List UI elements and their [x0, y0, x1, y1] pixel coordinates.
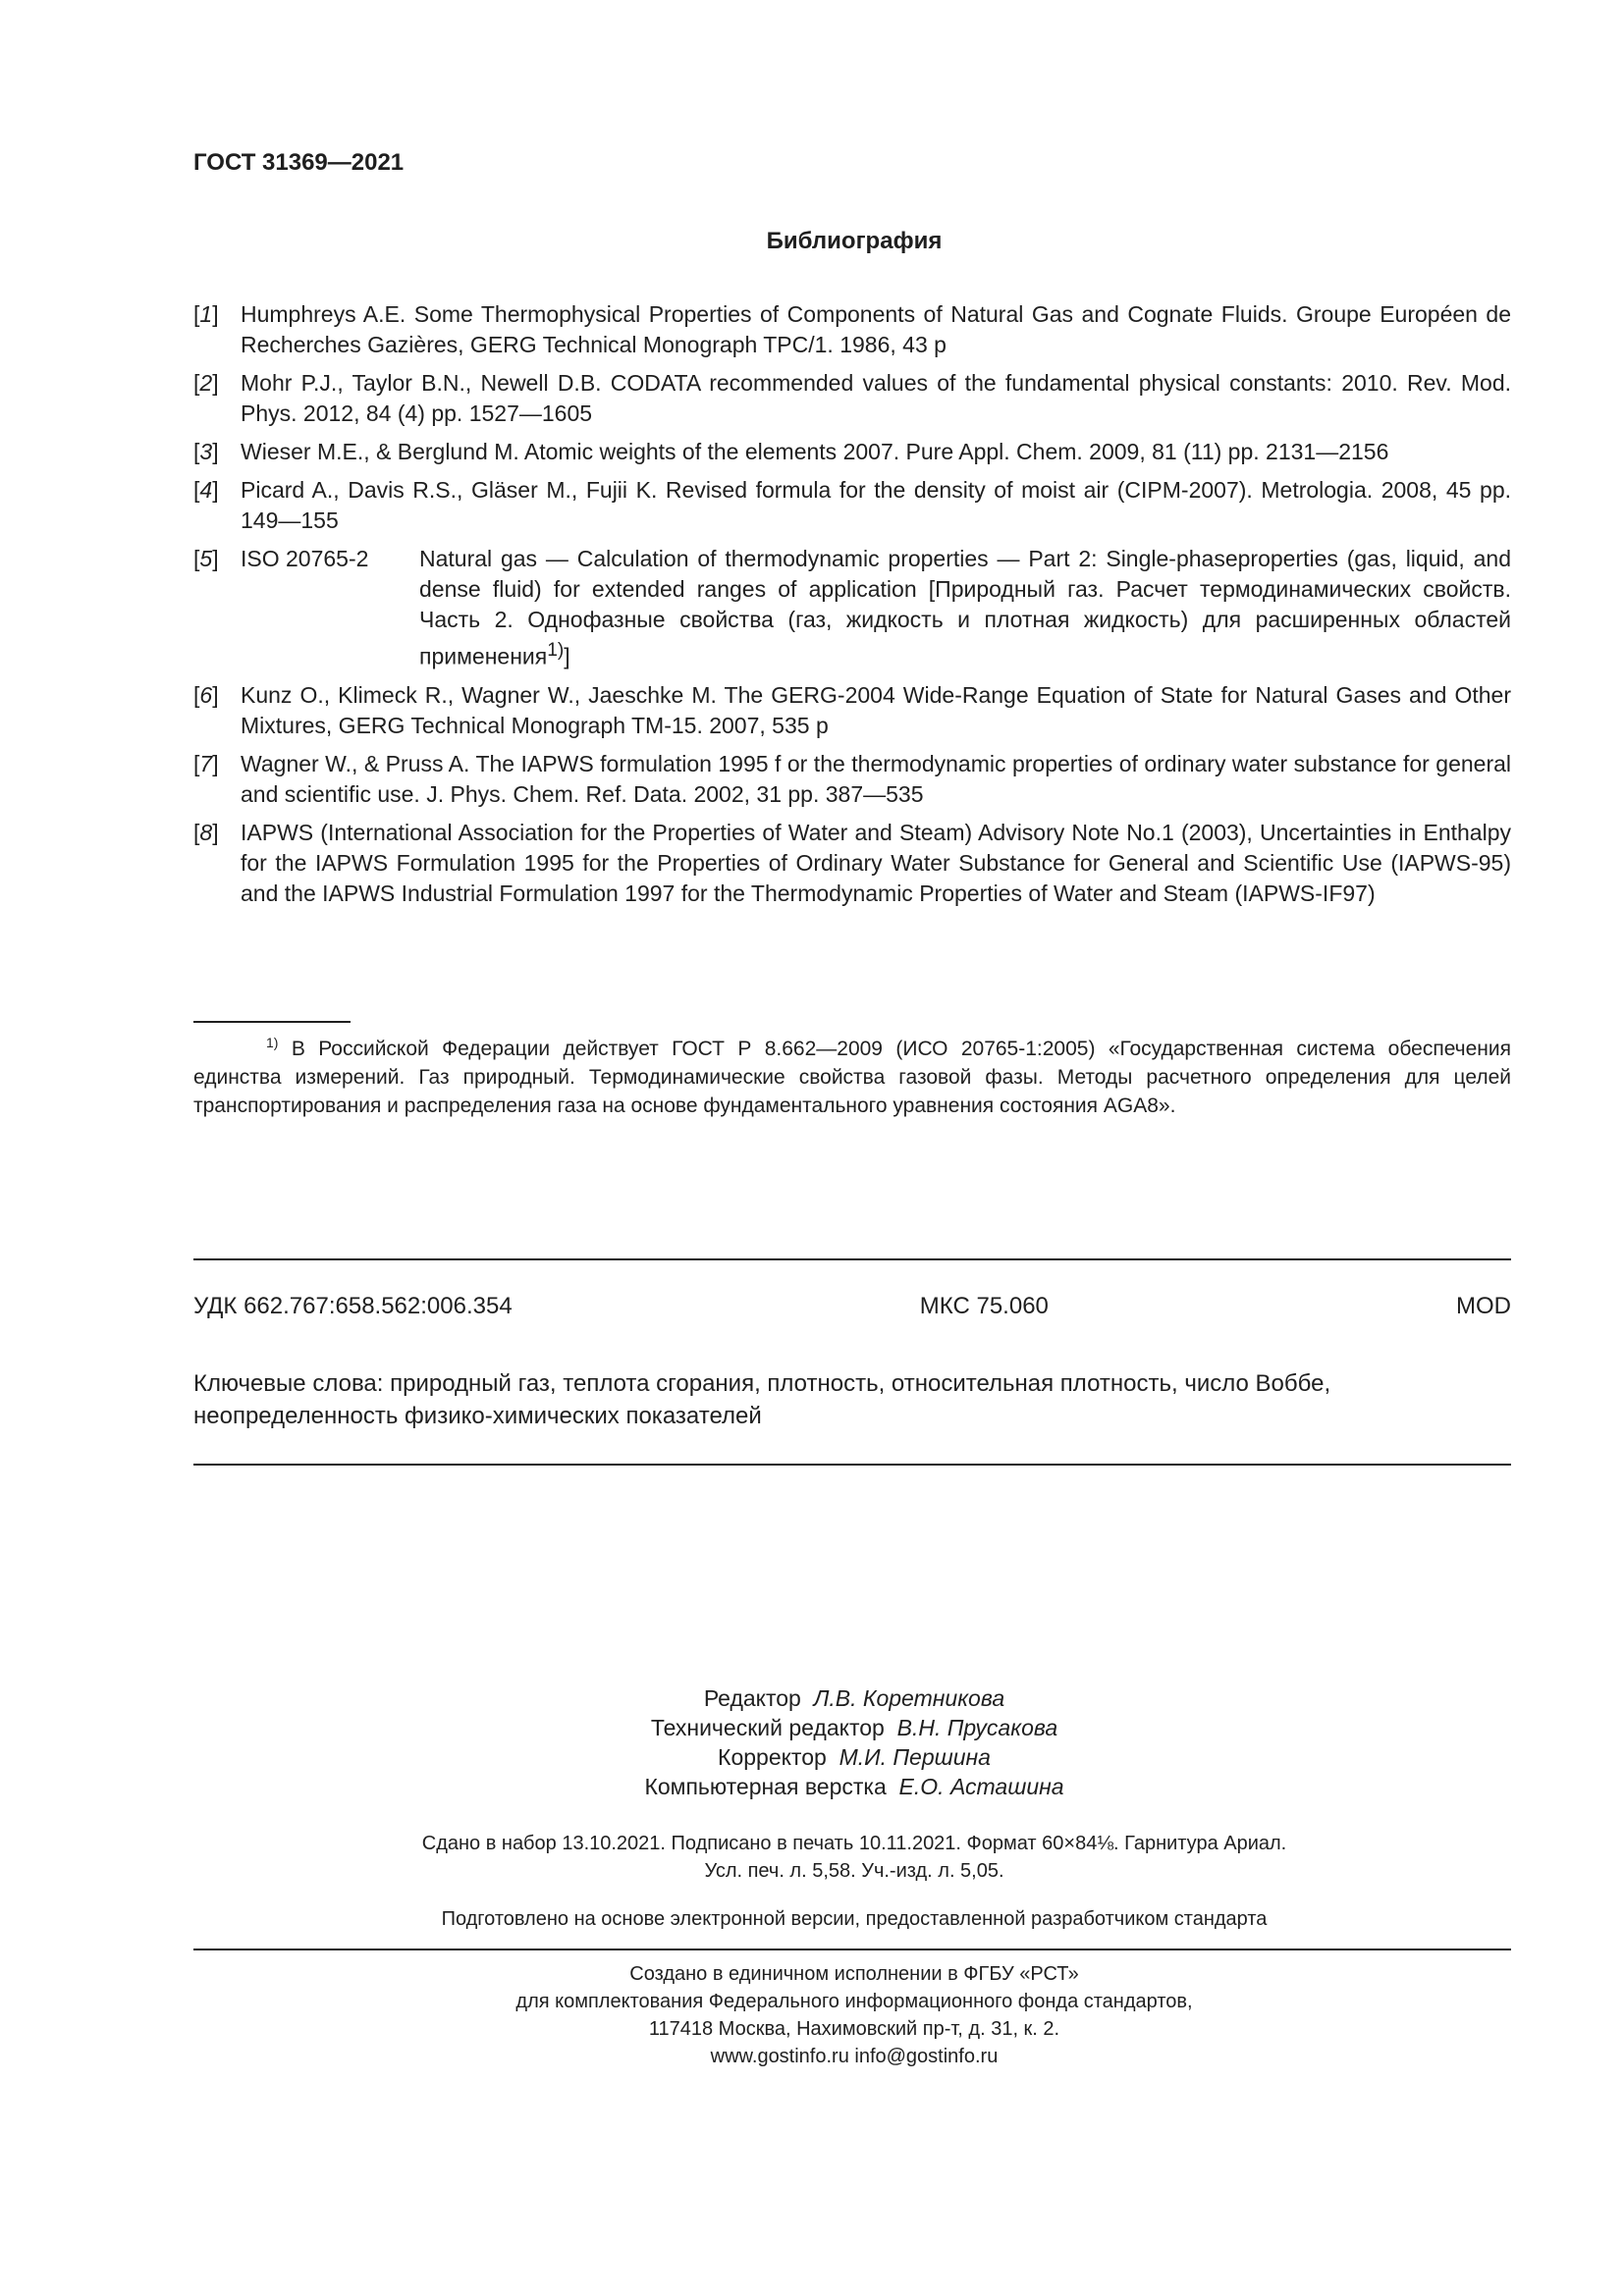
bibliography-item-text: IAPWS (International Association for the Properties of Water and Steam) Advisory Note No.1 (2003), Uncertainties in Enthalpy for the IAPWS Formulation 1995 for the Properties of Ordinary Water Substance for General and Scientific Use (IAPWS-95) and the IAPWS Industrial Formulation 1997 for the Thermodynamic Properties of Water and Steam (IAPWS-IF97): [241, 819, 1511, 906]
bibliography-title: Библиография: [766, 228, 943, 254]
bibliography-item-number: [5]: [193, 546, 219, 571]
bibliography-item-5: [193, 544, 1511, 672]
bibliography-item-6: [193, 680, 1511, 741]
credit-proofreader: Корректор М.И. Першина: [718, 1744, 991, 1770]
footnote-mark: 1): [266, 1035, 279, 1050]
divider-bottom: [193, 1464, 1511, 1466]
bibliography-item-number: [8]: [193, 819, 219, 845]
bibliography-item-2: [193, 368, 1511, 429]
bibliography-item-8: [193, 818, 1511, 909]
bibliography-item-number: [7]: [193, 750, 219, 776]
print-info-line: Сдано в набор 13.10.2021. Подписано в печать 10.11.2021. Формат 60×84⅛. Гарнитура Ариал.: [421, 1833, 1287, 1854]
bibliography-item-4: [193, 475, 1511, 536]
mod-label: MOD: [1456, 1293, 1511, 1319]
bibliography-item-text: Mohr P.J., Taylor B.N., Newell D.B. CODATA recommended values of the fundamental physical constants: 2010. Rev. Mod. Phys. 2012, 84 (4) pp. 1527—1605: [241, 370, 1511, 426]
credit-layout: Компьютерная верстка Е.О. Асташина: [644, 1774, 1064, 1799]
print-info-line: Усл. печ. л. 5,58. Уч.-изд. л. 5,05.: [704, 1860, 1004, 1882]
bibliography-item-7: [193, 749, 1511, 810]
bibliography-item-text: Picard A., Davis R.S., Gläser M., Fujii K. Revised formula for the density of moist air (CIPM-2007). Metrologia. 2008, 45 pp. 149—155: [241, 477, 1511, 533]
bibliography-item-number: [2]: [193, 370, 219, 396]
bibliography-item-3: [193, 437, 1511, 467]
prepared-note: Подготовлено на основе электронной версии, предоставленной разработчиком стандарта: [441, 1908, 1268, 1930]
classification-row: [193, 1293, 1511, 1320]
document-id: ГОСТ 31369—2021: [193, 149, 405, 176]
divider-publisher: [193, 1949, 1511, 1950]
bibliography-item-text: Natural gas — Calculation of thermodynamic properties — Part 2: Single-phaseproperties (gas, liquid, and dense fluid) for extended ranges of application [Природный газ. Расчет термодинамических свойств. Часть 2. Однофазные свойства (газ, жидкость и плотная жидкость) для расширенных областей применения$^{1)}$]: [419, 546, 1511, 669]
footnote-text: В Российской Федерации действует ГОСТ Р 8.662—2009 (ИСО 20765-1:2005) «Государственная система обеспечения единства измерений. Газ природный. Термодинамические свойства газовой фазы. Методы расчетного определения для целей транспортирования и распределения газа на основе фундаментального уравнения состояния AGA8».: [193, 1038, 1511, 1117]
print-info: [0, 1830, 1624, 1885]
bibliography-item-number: [6]: [193, 681, 219, 708]
bibliography-list: [193, 299, 1511, 917]
divider-top: [193, 1258, 1511, 1260]
footnote: [193, 1029, 1511, 1120]
publisher-block: [0, 1960, 1624, 2070]
credits-block: [0, 1683, 1624, 1801]
publisher-line: Создано в единичном исполнении в ФГБУ «РСТ»: [629, 1963, 1079, 1985]
standard-code: ISO 20765-2: [241, 546, 369, 571]
bibliography-item-1: [193, 299, 1511, 360]
bibliography-item-number: [3]: [193, 439, 219, 464]
mks-code: МКС 75.060: [919, 1293, 1049, 1319]
udk-code: УДК 662.767:658.562:006.354: [193, 1293, 513, 1319]
bibliography-item-text: Wagner W., & Pruss A. The IAPWS formulation 1995 f or the thermodynamic properties of ordinary water substance for general and scientific use. J. Phys. Chem. Ref. Data. 2002, 31 pp. 387—535: [241, 750, 1511, 807]
bibliography-item-text: Humphreys A.E. Some Thermophysical Properties of Components of Natural Gas and Cognate Fluids. Groupe Européen de Recherches Gazières, GERG Technical Monograph TPC/1. 1986, 43 p: [241, 301, 1511, 357]
publisher-links[interactable]: www.gostinfo.ru info@gostinfo.ru: [710, 2046, 999, 2067]
credit-editor: Редактор Л.В. Коретникова: [703, 1685, 1005, 1711]
bibliography-item-text: Wieser M.E., & Berglund M. Atomic weights of the elements 2007. Pure Appl. Chem. 2009, 81 (11) pp. 2131—2156: [241, 439, 1389, 464]
publisher-line: для комплектования Федерального информационного фонда стандартов,: [515, 1991, 1193, 2012]
credit-technical-editor: Технический редактор В.Н. Прусакова: [650, 1715, 1058, 1740]
bibliography-item-text: Kunz O., Klimeck R., Wagner W., Jaeschke M. The GERG-2004 Wide-Range Equation of State for Natural Gases and Other Mixtures, GERG Technical Monograph TM-15. 2007, 535 p: [241, 681, 1511, 738]
footnote-reference[interactable]: 1): [547, 640, 565, 661]
bibliography-item-number: [4]: [193, 477, 219, 503]
keywords: Ключевые слова: природный газ, теплота сгорания, плотность, относительная плотность, число Воббе, неопределенность физико-химических показателей: [193, 1370, 1331, 1429]
publisher-line: 117418 Москва, Нахимовский пр-т, д. 31, к. 2.: [648, 2018, 1060, 2040]
footnote-divider: [193, 1021, 351, 1023]
bibliography-item-number: [1]: [193, 301, 219, 327]
